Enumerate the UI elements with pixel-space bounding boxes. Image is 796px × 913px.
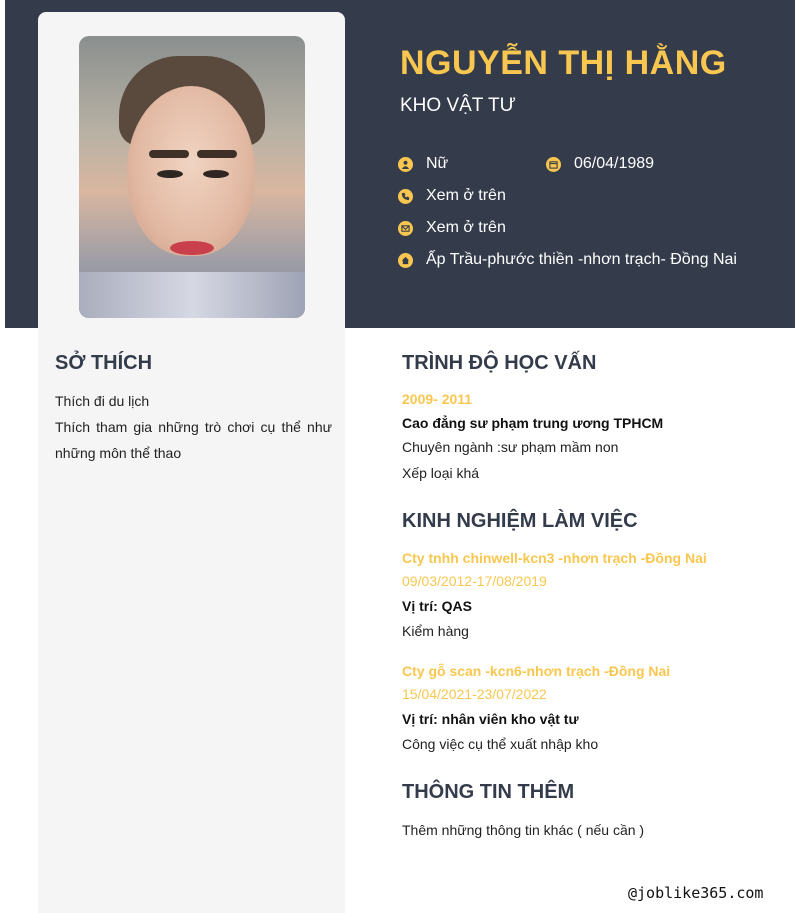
hobby-item: Thích tham gia những trò chơi cụ thể như những môn thể thao [55,419,332,461]
candidate-name: NGUYỄN THỊ HẰNG [400,44,727,82]
birthdate-row [546,155,654,173]
job-period: 15/04/2021-23/07/2022 [402,686,547,702]
job-role: Vị trí: QAS [402,598,473,614]
user-icon [398,157,413,172]
address-row [398,251,737,269]
site-watermark: @joblike365.com [628,884,764,902]
home-icon [398,253,413,268]
hobbies-title: SỞ THÍCH [55,352,153,374]
job-description: Công việc cụ thể xuất nhập kho [402,736,599,752]
education-period: 2009- 2011 [402,391,473,407]
hobby-item: Thích đi du lịch [55,393,150,409]
email-text: Xem ở trên [426,219,506,236]
birthdate-text: 06/04/1989 [574,155,655,172]
calendar-icon [546,157,561,172]
additional-info-title: THÔNG TIN THÊM [402,781,575,803]
candidate-position: KHO VẬT TƯ [400,95,516,116]
education-title: TRÌNH ĐỘ HỌC VẤN [402,352,597,374]
gender-row [398,155,448,173]
education-major: Chuyên ngành :sư phạm mầm non [402,439,619,455]
job-description: Kiểm hàng [402,623,469,639]
education-school: Cao đẳng sư phạm trung ương TPHCM [402,415,664,431]
additional-info-text: Thêm những thông tin khác ( nếu cần ) [402,822,645,838]
phone-icon [398,189,413,204]
profile-photo [79,36,305,318]
gender-text: Nữ [426,155,449,172]
job-company: Cty tnhh chinwell-kcn3 -nhơn trạch -Đồng Nai [402,550,707,566]
job-company: Cty gỗ scan -kcn6-nhơn trạch -Đồng Nai [402,663,671,679]
education-grade: Xếp loại khá [402,465,480,481]
envelope-icon [398,221,413,236]
phone-row [398,187,506,205]
job-role: Vị trí: nhân viên kho vật tư [402,711,579,727]
job-period: 09/03/2012-17/08/2019 [402,573,547,589]
email-row [398,219,506,237]
experience-title: KINH NGHIỆM LÀM VIỆC [402,510,638,532]
address-text: Ấp Trầu-phước thiền -nhơn trạch- Đồng Nai [426,251,737,268]
phone-text: Xem ở trên [426,187,506,204]
